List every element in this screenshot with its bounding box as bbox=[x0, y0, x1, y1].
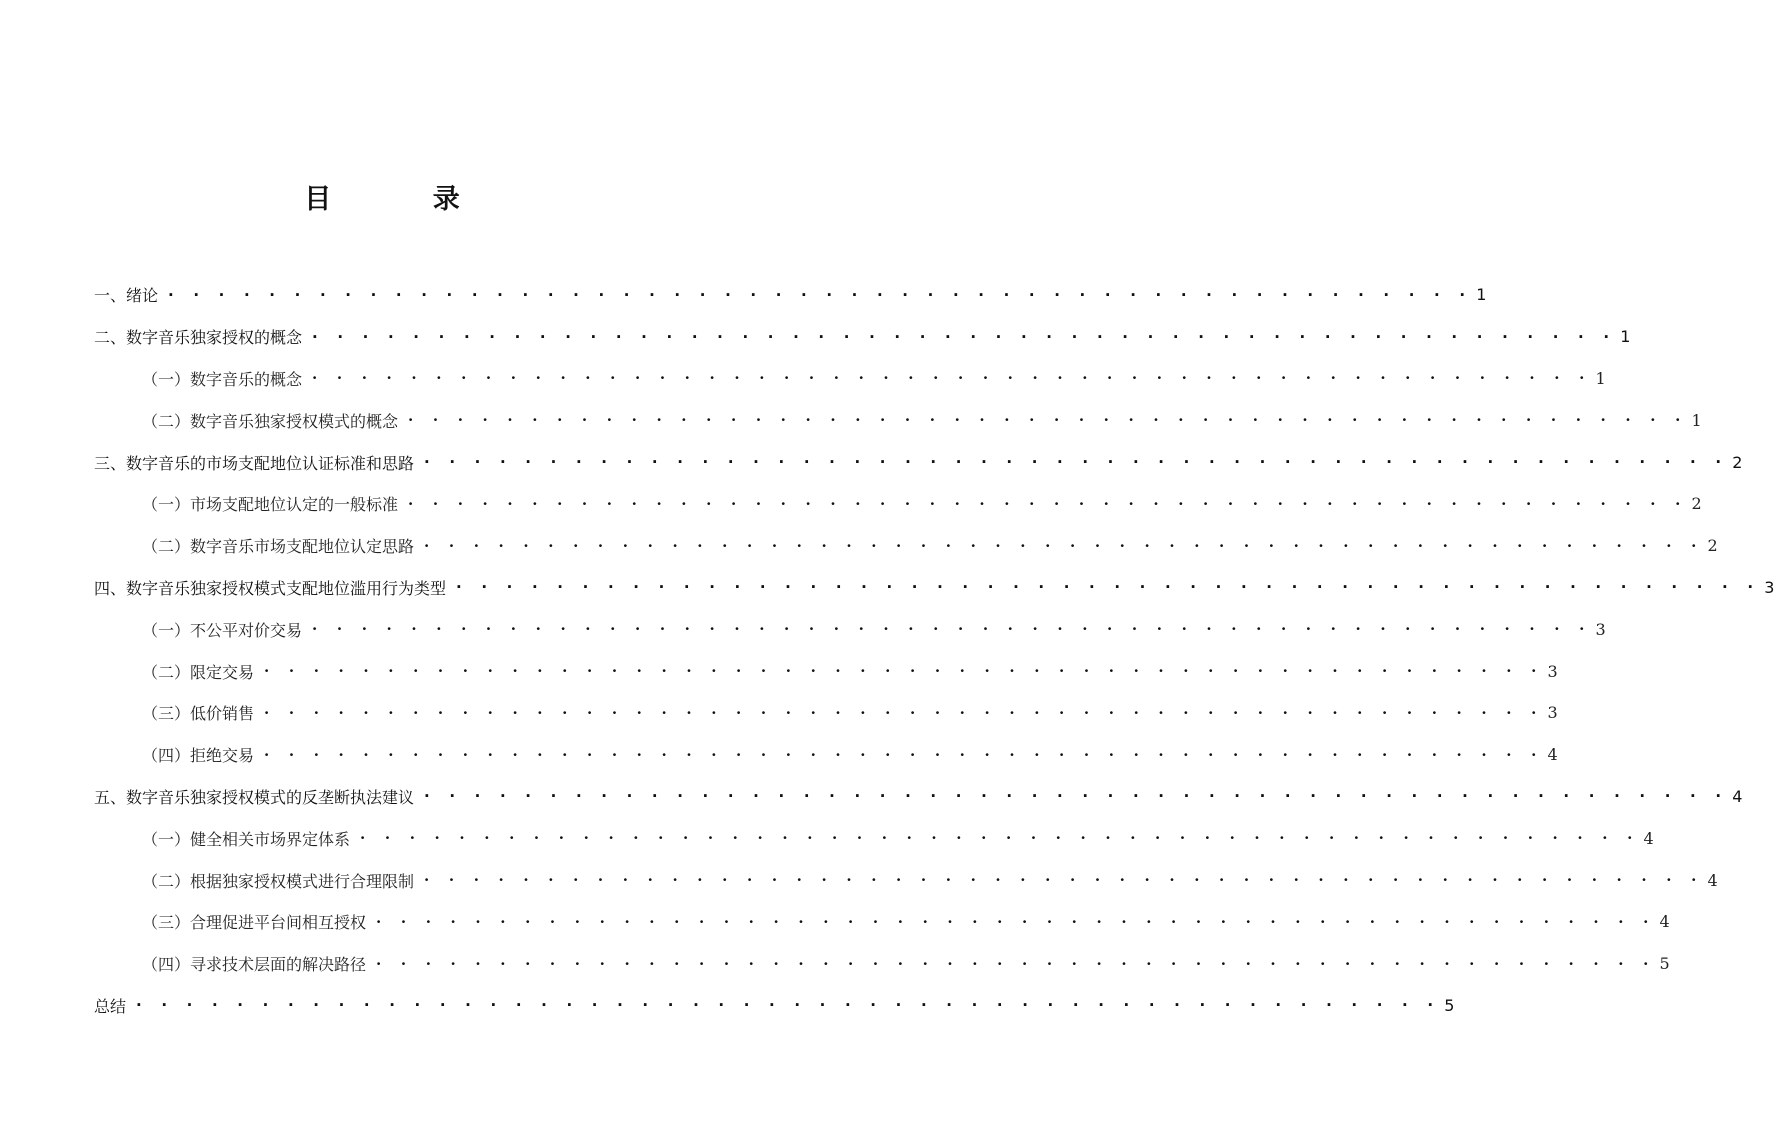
toc-entry-label: （四）拒绝交易 bbox=[142, 743, 264, 766]
toc-dot-leader: · · · · · · · · · · · · · · · · · · · · · · · · · · · · · · · · · · · · · · · · · · · · · · · · · · · · bbox=[424, 871, 1704, 890]
toc-entry[interactable] bbox=[94, 692, 1558, 734]
toc-entry-label: （四）寻求技术层面的解决路径 bbox=[142, 952, 376, 975]
toc-entry-page-number: 5 bbox=[1659, 954, 1670, 974]
toc-entry-page-number: 4 bbox=[1643, 828, 1654, 848]
toc-entry-label: 总结 bbox=[94, 994, 136, 1017]
toc-dot-leader: · · · · · · · · · · · · · · · · · · · · · · · · · · · · · · · · · · · · · · · · · · · · · · · · · · · · bbox=[264, 703, 1544, 722]
toc-entry[interactable] bbox=[94, 441, 1743, 483]
toc-entry-label: （一）健全相关市场界定体系 bbox=[142, 827, 360, 850]
toc-entry-page-number: 4 bbox=[1547, 745, 1558, 765]
toc-entry[interactable] bbox=[94, 358, 1606, 400]
toc-entry-label: 五、数字音乐独家授权模式的反垄断执法建议 bbox=[94, 785, 424, 808]
toc-entry[interactable] bbox=[94, 943, 1670, 985]
toc-entry-label: （一）数字音乐的概念 bbox=[142, 367, 312, 390]
toc-entry-page-number: 3 bbox=[1547, 703, 1558, 723]
toc-entry[interactable] bbox=[94, 776, 1743, 818]
toc-entry-page-number: 2 bbox=[1707, 536, 1718, 556]
toc-entry[interactable] bbox=[94, 901, 1670, 943]
toc-entry[interactable] bbox=[94, 567, 1774, 609]
toc-entry-page-number: 5 bbox=[1444, 995, 1455, 1015]
toc-entry-label: （三）合理促进平台间相互授权 bbox=[142, 910, 376, 933]
toc-entry-label: 二、数字音乐独家授权的概念 bbox=[94, 325, 312, 348]
toc-entry-label: （二）数字音乐独家授权模式的概念 bbox=[142, 409, 408, 432]
toc-entry-label: （三）低价销售 bbox=[142, 701, 264, 724]
toc-entry-page-number: 3 bbox=[1595, 619, 1606, 639]
toc-entry[interactable] bbox=[94, 399, 1702, 441]
page-title: 目 录 bbox=[304, 184, 506, 215]
toc-dot-leader: · · · · · · · · · · · · · · · · · · · · · · · · · · · · · · · · · · · · · · · · · · · · · · · · · · · · bbox=[376, 954, 1656, 973]
toc-dot-leader: · · · · · · · · · · · · · · · · · · · · · · · · · · · · · · · · · · · · · · · · · · · · · · · · · · · · bbox=[312, 369, 1592, 388]
toc-dot-leader: · · · · · · · · · · · · · · · · · · · · · · · · · · · · · · · · · · · · · · · · · · · · · · · · · · · · bbox=[424, 453, 1729, 472]
toc-entry[interactable] bbox=[94, 734, 1558, 776]
toc-entry-label: 四、数字音乐独家授权模式支配地位滥用行为类型 bbox=[94, 576, 456, 599]
toc-entry[interactable] bbox=[94, 525, 1718, 567]
toc-entry-page-number: 2 bbox=[1732, 452, 1743, 472]
toc-dot-leader: · · · · · · · · · · · · · · · · · · · · · · · · · · · · · · · · · · · · · · · · · · · · · · · · · · · · bbox=[408, 411, 1688, 430]
toc-entry-label: 一、绪论 bbox=[94, 283, 168, 306]
toc-entry-page-number: 1 bbox=[1595, 368, 1606, 388]
toc-entry-page-number: 1 bbox=[1620, 327, 1631, 347]
toc-entry-page-number: 4 bbox=[1707, 870, 1718, 890]
toc-dot-leader: · · · · · · · · · · · · · · · · · · · · · · · · · · · · · · · · · · · · · · · · · · · · · · · · · · · · bbox=[456, 578, 1761, 597]
toc-entry[interactable] bbox=[94, 859, 1718, 901]
toc-entry[interactable] bbox=[94, 274, 1487, 316]
toc-dot-leader: · · · · · · · · · · · · · · · · · · · · · · · · · · · · · · · · · · · · · · · · · · · · · · · · · · · · bbox=[312, 327, 1617, 346]
toc-dot-leader: · · · · · · · · · · · · · · · · · · · · · · · · · · · · · · · · · · · · · · · · · · · · · · · · · · · · bbox=[264, 662, 1544, 681]
toc-entry[interactable] bbox=[94, 483, 1702, 525]
toc-entry-label: （二）数字音乐市场支配地位认定思路 bbox=[142, 534, 424, 557]
toc-dot-leader: · · · · · · · · · · · · · · · · · · · · · · · · · · · · · · · · · · · · · · · · · · · · · · · · · · · · bbox=[136, 996, 1441, 1015]
toc-entry-label: （一）不公平对价交易 bbox=[142, 618, 312, 641]
toc-entry-label: （二）限定交易 bbox=[142, 660, 264, 683]
toc-entry-page-number: 3 bbox=[1547, 661, 1558, 681]
toc-dot-leader: · · · · · · · · · · · · · · · · · · · · · · · · · · · · · · · · · · · · · · · · · · · · · · · · · · · · bbox=[264, 745, 1544, 764]
toc-dot-leader: · · · · · · · · · · · · · · · · · · · · · · · · · · · · · · · · · · · · · · · · · · · · · · · · · · · · bbox=[376, 912, 1656, 931]
toc-entry-page-number: 1 bbox=[1476, 285, 1487, 305]
toc-dot-leader: · · · · · · · · · · · · · · · · · · · · · · · · · · · · · · · · · · · · · · · · · · · · · · · · · · · · bbox=[424, 536, 1704, 555]
toc-entry[interactable] bbox=[94, 650, 1558, 692]
toc-entry-label: 三、数字音乐的市场支配地位认证标准和思路 bbox=[94, 451, 424, 474]
toc-entry-page-number: 4 bbox=[1659, 912, 1670, 932]
toc-entry[interactable] bbox=[94, 316, 1631, 358]
toc-entry[interactable] bbox=[94, 608, 1606, 650]
toc-entry[interactable] bbox=[94, 985, 1455, 1027]
toc-entry-page-number: 3 bbox=[1764, 577, 1774, 597]
toc-entry-page-number: 4 bbox=[1732, 786, 1743, 806]
toc-dot-leader: · · · · · · · · · · · · · · · · · · · · · · · · · · · · · · · · · · · · · · · · · · · · · · · · · · · · bbox=[408, 494, 1688, 513]
toc-dot-leader: · · · · · · · · · · · · · · · · · · · · · · · · · · · · · · · · · · · · · · · · · · · · · · · · · · · · bbox=[312, 620, 1592, 639]
toc-dot-leader: · · · · · · · · · · · · · · · · · · · · · · · · · · · · · · · · · · · · · · · · · · · · · · · · · · · · bbox=[168, 285, 1473, 304]
toc-entry-page-number: 2 bbox=[1691, 494, 1702, 514]
toc-entry[interactable] bbox=[94, 817, 1654, 859]
toc-entry-page-number: 1 bbox=[1691, 410, 1702, 430]
toc-dot-leader: · · · · · · · · · · · · · · · · · · · · · · · · · · · · · · · · · · · · · · · · · · · · · · · · · · · · bbox=[424, 787, 1729, 806]
table-of-contents bbox=[94, 274, 1774, 1026]
toc-dot-leader: · · · · · · · · · · · · · · · · · · · · · · · · · · · · · · · · · · · · · · · · · · · · · · · · · · · · bbox=[360, 829, 1640, 848]
toc-entry-label: （二）根据独家授权模式进行合理限制 bbox=[142, 869, 424, 892]
toc-entry-label: （一）市场支配地位认定的一般标准 bbox=[142, 492, 408, 515]
